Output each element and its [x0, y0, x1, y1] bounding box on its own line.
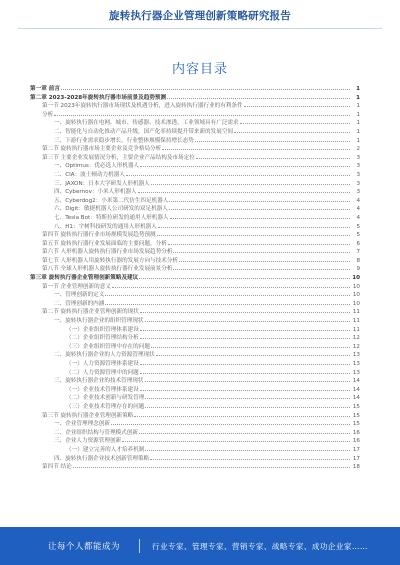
dot-leader	[122, 441, 350, 442]
toc-entry-page: 3	[356, 154, 360, 161]
dot-leader	[145, 450, 350, 451]
toc-entry-title: 二、管理创新的内涵	[54, 300, 105, 307]
toc-entry-page: 15	[352, 421, 360, 428]
toc-entry-page: 10	[352, 300, 360, 307]
toc-entry-page: 16	[352, 429, 360, 436]
dot-leader	[145, 321, 350, 322]
toc-entry[interactable]	[30, 377, 360, 386]
dot-leader	[244, 106, 350, 107]
toc-entry[interactable]	[30, 463, 360, 472]
toc-entry[interactable]	[30, 94, 360, 103]
page-header	[18, 6, 382, 29]
dot-leader	[145, 398, 350, 399]
toc-entry[interactable]	[30, 248, 360, 257]
dot-leader	[170, 218, 350, 219]
toc-entry[interactable]	[30, 85, 360, 94]
toc-entry-title: 第二节 旋转执行器企业管理创新的现状	[42, 309, 139, 316]
toc-entry-page: 12	[352, 343, 360, 350]
toc-entry[interactable]	[30, 257, 360, 266]
toc-entry-title: （一）企业组织管理体系建设	[66, 326, 139, 333]
dot-leader	[140, 330, 350, 331]
toc-entry[interactable]	[30, 300, 360, 309]
toc-entry-title: 第八节 全球人形机器人旋转执行器行业发展前景分析	[42, 266, 173, 273]
toc-entry[interactable]	[30, 197, 360, 206]
toc-entry-title: 四、Cybernov：小米人形机器人	[54, 189, 137, 196]
toc-entry-title: 第四节 旋转执行器行业市场规模发展趋势预测	[42, 232, 156, 239]
toc-entry-title: （一）人力资源管理体系建设	[66, 361, 139, 367]
toc-entry-title: 三、旋转执行器企业的技术管理现状	[54, 378, 144, 385]
dot-leader	[61, 89, 350, 90]
toc-entry-title: （一）建立完善的人才培养机制	[66, 446, 145, 453]
toc-entry[interactable]	[30, 386, 360, 395]
toc-entry[interactable]	[30, 437, 360, 446]
dot-leader	[140, 373, 350, 374]
toc-entry-title: 第三节 旋转执行器企业管理创新策略	[42, 412, 134, 419]
dot-leader	[162, 149, 350, 150]
toc-entry-title: 一、企业管理理念创新	[54, 421, 110, 428]
toc-entry[interactable]	[30, 128, 360, 137]
toc-entry-page: 15	[352, 403, 360, 410]
toc-entry-page: 12	[352, 335, 360, 342]
toc-entry-title: 分析	[42, 111, 54, 118]
toc-entry[interactable]	[30, 291, 360, 300]
dot-leader	[234, 132, 350, 133]
toc-entry[interactable]	[30, 369, 360, 378]
toc-entry-title: 第一章 前言	[30, 86, 60, 92]
toc-entry-page: 1	[356, 128, 360, 135]
toc-entry-title: 一、Optimus：优必选人形机器人	[54, 163, 140, 170]
toc-entry-page: 15	[352, 412, 360, 419]
toc-entry-title: 第五节 旋转执行器行业发展面临的主要问题，分析	[42, 240, 167, 247]
toc-entry-page: 18	[352, 464, 360, 471]
dot-leader	[195, 141, 350, 142]
dot-leader	[140, 364, 350, 365]
toc-entry-page: 8	[356, 257, 360, 264]
dot-leader	[240, 123, 350, 124]
toc-entry-title: 二、企业组织结构与管理模式创新	[54, 429, 138, 436]
toc-entry-page: 1	[356, 120, 360, 127]
toc-entry-page: 1	[356, 86, 360, 92]
toc-entry-title: 五、Cyberdog2：小米第二代仿生四足机器人	[54, 197, 169, 204]
toc-entry-title: （二）企业组织管理结构分析	[66, 335, 139, 342]
toc-entry-page: 4	[356, 206, 360, 213]
toc-entry-title: （三）企业技术管理存在的问题	[66, 403, 145, 410]
toc-entry[interactable]	[30, 326, 360, 335]
toc-entry-page: 2	[356, 146, 360, 153]
toc-entry-page: 3	[356, 171, 360, 178]
toc-entry[interactable]	[30, 145, 360, 154]
footer-banner	[0, 527, 400, 565]
toc-entry[interactable]	[30, 119, 360, 128]
toc-entry[interactable]	[30, 455, 360, 464]
toc-entry-title: 七、Tesla Bot：特斯拉研发的通用人形机器人	[54, 214, 169, 221]
dot-leader	[145, 381, 350, 382]
toc-entry-page: 13	[352, 352, 360, 359]
toc-entry-title: （二）企业技术创新与研发管理	[66, 395, 145, 402]
toc-entry[interactable]	[30, 394, 360, 403]
toc-entry-title: 二、旋转执行器企业的人力资源管理现状	[54, 352, 155, 359]
toc-entry[interactable]	[30, 420, 360, 429]
toc-entry-page: 1	[356, 94, 360, 101]
toc-entry-title: 六、Digit：敏捷机器人公司研发的双足机器人	[54, 206, 168, 213]
dot-leader	[140, 338, 350, 339]
toc-entry-title: 二、CIA：波士顿动力机器人	[54, 171, 125, 178]
toc-entry-page: 11	[352, 326, 360, 333]
toc-entry-title: 三、JAXON：日本大学研发人形机器人	[54, 180, 150, 187]
toc-entry-page: 10	[352, 292, 360, 299]
toc-entry-title: 第一节 2023年旋转执行器市场现状及机遇分析，进入旋转执行器行业的有利条件	[42, 103, 243, 110]
toc-entry-page: 5	[356, 223, 360, 230]
toc-entry-title: 一、旋转执行器企业的组织管理现状	[54, 318, 144, 325]
dot-leader	[151, 184, 350, 185]
toc-entry-page: 13	[352, 361, 360, 367]
toc-entry-page: 13	[352, 369, 360, 376]
dot-leader	[173, 269, 350, 270]
dot-leader	[151, 347, 350, 348]
toc-entry-page: 6	[356, 240, 360, 247]
toc-entry[interactable]	[30, 231, 360, 240]
toc-entry[interactable]	[30, 308, 360, 317]
toc-entry-title: 第三章 旋转执行器企业管理创新策略及建议	[30, 275, 139, 282]
toc-entry-title: 第二章 2023-2028年旋转执行器市场前景及趋势预测	[30, 94, 167, 101]
toc-entry[interactable]	[30, 351, 360, 360]
toc-entry-title: 三、企业人力资源管理创新	[54, 438, 122, 445]
dot-leader	[169, 209, 350, 210]
toc-entry-title: 八、H1：宇树科技研发的通用人形机器人	[54, 223, 157, 230]
report-title: 旋转执行器企业管理创新策略研究报告	[109, 10, 291, 22]
toc-entry[interactable]	[30, 446, 360, 455]
toc-entry-title: 第七节 人形机器人用旋转执行器的发展方向与技术分析	[42, 257, 179, 264]
toc-entry-page: 1	[356, 137, 360, 144]
dot-leader	[139, 278, 350, 279]
toc-entry[interactable]	[30, 265, 360, 274]
dot-leader	[156, 355, 350, 356]
toc-entry-page: 4	[356, 214, 360, 221]
toc-entry[interactable]	[30, 162, 360, 171]
toc-entry-page: 14	[352, 395, 360, 402]
toc-entry-title: 四、旋转执行器企业技术创新管理策略	[54, 455, 150, 462]
footer-roles: 行业专家、管理专家、营销专家、战略专家、成功企业家……	[152, 541, 368, 551]
dot-leader	[179, 261, 350, 262]
toc-entry-page: 3	[356, 163, 360, 170]
toc-entry-title: 三、下游行业需求稳步增长，行业整体规模保持增长态势	[54, 137, 194, 144]
toc-entry[interactable]	[30, 240, 360, 249]
toc-entry[interactable]	[30, 171, 360, 180]
toc-entry-page: 16	[352, 438, 360, 445]
toc-entry[interactable]	[30, 102, 360, 111]
toc-entry-page: 11	[352, 318, 360, 325]
toc-entry[interactable]	[30, 180, 360, 189]
toc-entry-title: 第四节 结论	[42, 464, 72, 471]
toc-entry-title: 一、旋转执行器在电网、城市、传感器、技术渗透，工业领域具有广泛需求	[54, 120, 239, 127]
dot-leader	[140, 166, 350, 167]
dot-leader	[138, 192, 350, 193]
dot-leader	[105, 304, 350, 305]
toc-entry-title: 一、管理创新的定义	[54, 292, 105, 299]
toc-entry-page: 1	[356, 111, 360, 118]
toc-entry[interactable]	[30, 154, 360, 163]
toc-entry-title: （二）人力资源管理中的问题	[66, 369, 139, 376]
toc-entry-page: 4	[356, 197, 360, 204]
dot-leader	[140, 390, 350, 391]
toc-entry-page: 10	[352, 283, 360, 290]
toc-entry-page: 5	[356, 232, 360, 239]
dot-leader	[145, 407, 350, 408]
toc-entry[interactable]	[30, 343, 360, 352]
dot-leader	[150, 459, 350, 460]
dot-leader	[167, 98, 350, 99]
toc-entry-page: 3	[356, 180, 360, 187]
dot-leader	[111, 424, 350, 425]
dot-leader	[157, 235, 350, 236]
toc-entry-page: 17	[352, 455, 360, 462]
toc-entry[interactable]	[30, 188, 360, 197]
dot-leader	[126, 175, 350, 176]
toc-entry[interactable]	[30, 283, 360, 292]
toc-entry[interactable]	[30, 223, 360, 232]
toc-entry-page: 10	[352, 275, 360, 282]
toc-entry-page: 11	[352, 309, 360, 316]
toc-entry-page: 1	[356, 103, 360, 110]
dot-leader	[139, 433, 350, 434]
toc-entry-title: 第一节 企业管理创新的意义	[42, 283, 111, 290]
toc-entry-page: 17	[352, 446, 360, 453]
dot-leader	[173, 252, 350, 253]
toc-entry[interactable]	[30, 429, 360, 438]
toc-entry[interactable]	[30, 214, 360, 223]
toc-entry-page: 7	[356, 249, 360, 256]
dot-leader	[105, 295, 350, 296]
toc-entry-title: 第三节 主要企业发展情况分析，主要企业产品结构及市场定位	[42, 154, 195, 161]
toc-entry-title: （三）企业组织管理中存在的问题	[66, 343, 150, 350]
toc-entry-title: 第六节 人形机器人旋转执行器行业市场发展趋势分析	[42, 249, 173, 256]
toc-entry-title: 第二节 旋转执行器市场主要企业及竞争格局分析	[42, 146, 162, 153]
dot-leader	[112, 287, 350, 288]
dot-leader	[168, 244, 350, 245]
dot-leader	[134, 416, 350, 417]
dot-leader	[140, 312, 350, 313]
toc-entry[interactable]	[30, 111, 360, 120]
toc-entry-title: （一）企业技术管理体系建设	[66, 386, 139, 393]
footer-slogan: 让每个人都能成为	[48, 542, 121, 552]
toc-entry[interactable]	[30, 403, 360, 412]
toc-entry-page: 9	[356, 266, 360, 273]
toc-entry[interactable]	[30, 274, 360, 283]
dot-leader	[73, 467, 350, 468]
toc-entry-page: 3	[356, 189, 360, 196]
toc-entry[interactable]	[30, 334, 360, 343]
toc-entry[interactable]	[30, 137, 360, 146]
toc-entry-title: 二、智能化与自动化推动产品升级，国产化率持续提升带来新的发展空间	[54, 128, 234, 135]
footer-divider	[139, 539, 140, 553]
dot-leader	[169, 201, 350, 202]
dot-leader	[158, 227, 350, 228]
table-of-contents	[30, 85, 360, 525]
toc-entry[interactable]	[30, 205, 360, 214]
toc-entry[interactable]	[30, 360, 360, 369]
dot-leader	[196, 158, 350, 159]
toc-entry-page: 14	[352, 386, 360, 393]
toc-entry[interactable]	[30, 412, 360, 421]
toc-entry-page: 14	[352, 378, 360, 385]
toc-entry[interactable]	[30, 317, 360, 326]
toc-title: 内容目录	[171, 62, 228, 77]
dot-leader	[54, 115, 350, 116]
